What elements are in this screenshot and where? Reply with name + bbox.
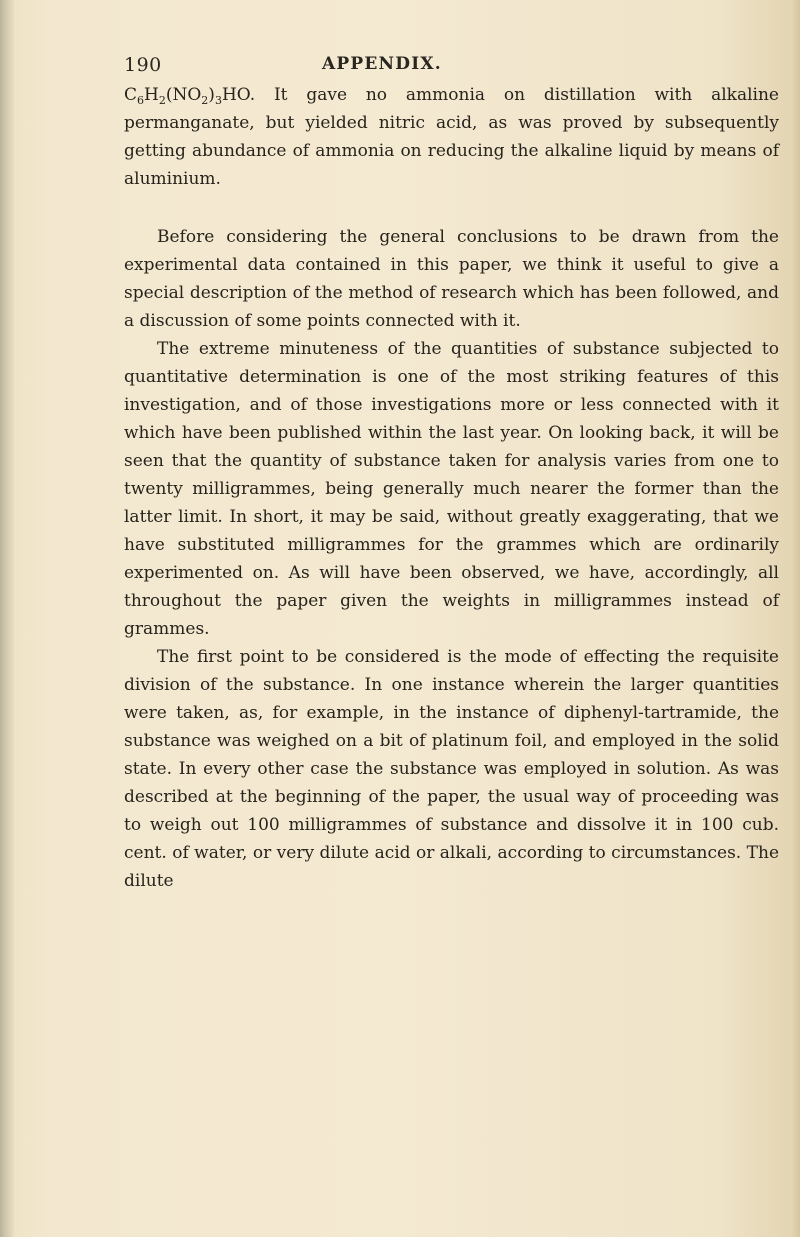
page-number: 190 bbox=[124, 54, 162, 76]
paragraph-3: The extreme minuteness of the quantities of substance subjected to quantitative determination is one of the most striking features of this investigation, and of those investigations more or less connected with it which have been published within the last year. On looking back, it will be seen that the quantity of substance taken for analysis varies from one to twenty milligrammes, being generally much nearer the former than the latter limit. In short, it may be said, without greatly exaggerating, that we have substituted milligrammes for the grammes which are ordinarily experimented on. As will have been observed, we have, accordingly, all throughout the paper given the weights in milligrammes instead of grammes. bbox=[124, 339, 779, 639]
paragraph-4: The first point to be considered is the mode of effecting the requisite division of the substance. In one instance wherein the larger quantities were taken, as, for example, in the instance of diphenyl-tartramide, the substance was weighed on a bit of platinum foil, and employed in the solid state. In every other case the substance was employed in solution. As was described at the beginning of the paper, the usual way of proceeding was to weigh out 100 milligrammes of substance and dissolve it in 100 cub. cent. of water, or very dilute acid or alkali, according to circumstances. The dilute bbox=[124, 647, 779, 891]
body-text bbox=[124, 81, 779, 895]
page-edge-shadow bbox=[792, 0, 800, 1237]
chemical-formula: $C_6H_2(NO_2)_3HO$. bbox=[124, 85, 256, 107]
paragraph-2: Before considering the general conclusions to be drawn from the experimental data contained in this paper, we think it useful to give a special description of the method of research which has been followed, and a discussion of some points connected with it. bbox=[124, 227, 779, 331]
paragraph-1-text: It gave no ammonia on distillation with alkaline permanganate, but yielded nitric acid, as was proved by subsequently getting abundance of ammonia on reducing the alkaline liquid by means of aluminium. bbox=[124, 85, 779, 189]
page-header bbox=[124, 40, 724, 80]
paragraph-1 bbox=[124, 81, 779, 193]
running-head: APPENDIX. bbox=[322, 54, 442, 74]
page-gutter-shadow bbox=[0, 0, 14, 1237]
